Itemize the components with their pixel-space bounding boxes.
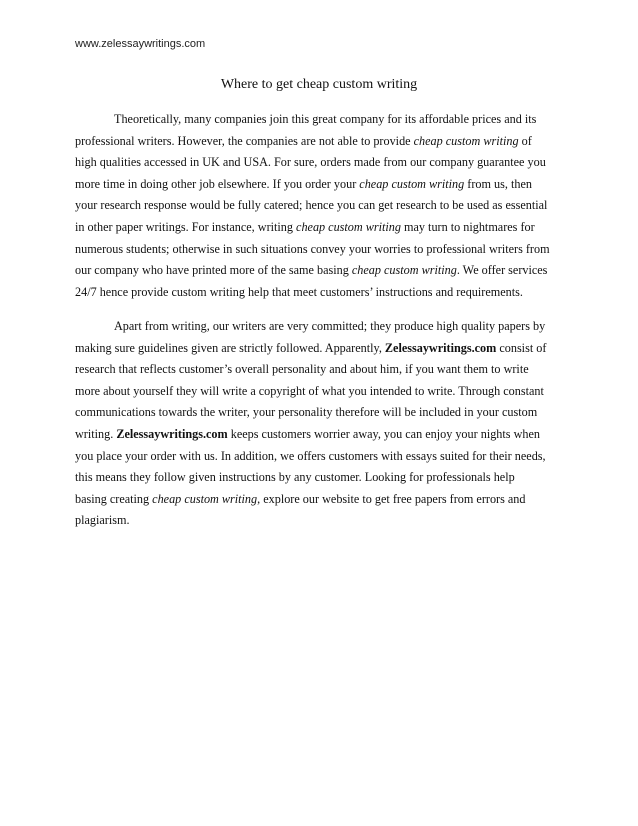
text-line: more about yourself they will write a copyright of what you intended to write. Through constant — [75, 383, 544, 398]
bold-brand-name: Zelessaywritings.com — [116, 426, 228, 441]
paragraph-2 — [75, 316, 565, 532]
text-line: research that reflects customer’s overall personality and about him, if you want them to write — [75, 362, 529, 377]
text-line: you place your order with us. In addition, we offers customers with essays suited for their needs, — [75, 448, 546, 463]
emphasized-phrase: cheap custom writing — [152, 491, 258, 506]
text-line: plagiarism. — [75, 513, 130, 528]
text-line: professional writers. However, the companies are not able to provide cheap custom writing of — [75, 133, 532, 148]
paragraph-1 — [75, 109, 565, 303]
emphasized-phrase: cheap custom writing — [413, 133, 519, 148]
document-title: Where to get cheap custom writing — [220, 77, 418, 92]
emphasized-phrase: cheap custom writing — [351, 263, 457, 278]
text-line: Theoretically, many companies join this great company for its affordable prices and its — [114, 112, 537, 126]
text-line: more time in doing other job elsewhere. If you order your cheap custom writing from us, then — [75, 176, 532, 191]
text-line: this means they follow given instructions by any customer. Looking for professionals help — [75, 470, 515, 485]
text-line: our company who have printed more of the same basing cheap custom writing. We offer services — [75, 263, 548, 278]
emphasized-phrase: cheap custom writing — [296, 219, 401, 234]
text-line: in other paper writings. For instance, writing cheap custom writing may turn to nightmares for — [75, 219, 535, 234]
text-line: making sure guidelines given are strictly followed. Apparently, Zelessaywritings.com consist of — [75, 340, 547, 355]
text-line: communications towards the writer, your personality therefore will be included in your custom — [75, 405, 538, 420]
text-line: writing. Zelessaywritings.com keeps customers worrier away, you can enjoy your nights when — [75, 426, 540, 441]
text-line: Apart from writing, our writers are very committed; they produce high quality papers by — [114, 319, 546, 333]
text-line: high qualities accessed in UK and USA. For sure, orders made from our company guarantee you — [75, 155, 546, 170]
bold-brand-name: Zelessaywritings.com — [384, 340, 497, 355]
text-line: basing creating cheap custom writing, explore our website to get free papers from errors and — [75, 491, 526, 506]
text-line: your research response would be fully catered; hence you can get research to be used as essential — [75, 198, 548, 213]
emphasized-phrase: cheap custom writing — [359, 176, 465, 191]
text-line: 24/7 hence provide custom writing help that meet customers’ instructions and requirements. — [75, 284, 523, 299]
header-url: www.zelessaywritings.com — [75, 38, 206, 50]
text-line: numerous students; otherwise in such situations convey your worries to professional writers from — [75, 241, 550, 256]
